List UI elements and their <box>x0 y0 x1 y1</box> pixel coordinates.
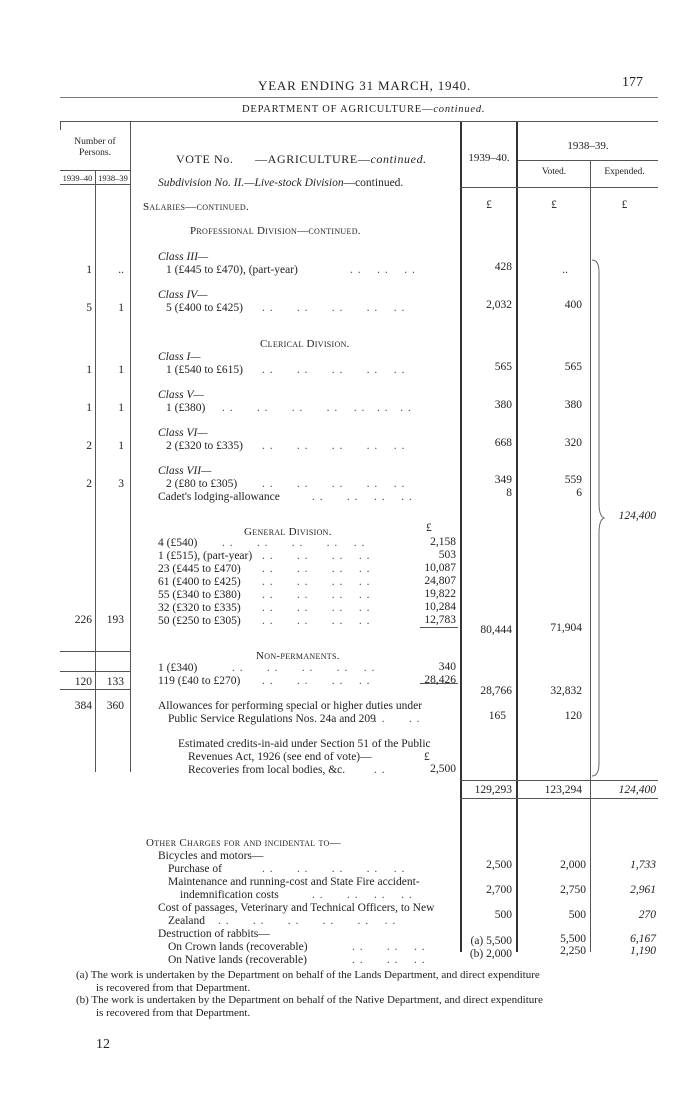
general-row: 55 (£340 to £380) <box>158 589 241 601</box>
crown-lands-row: On Crown lands (recoverable) <box>168 941 308 953</box>
credits-currency: £ <box>424 751 430 763</box>
bicycles-heading: Bicycles and motors— <box>158 850 264 862</box>
footnote-a-cont: is recovered from that Department. <box>96 982 251 994</box>
persons-1938-39: 1 <box>118 302 124 314</box>
class-desc: 2 (£80 to £305) <box>166 478 238 490</box>
persons-1939-40: 1 <box>86 264 92 276</box>
class-label: Class III— <box>158 251 209 263</box>
expended-total: 124,400 <box>618 784 656 796</box>
estimate-amount: 2,032 <box>486 299 512 311</box>
class-label: Class I— <box>158 351 201 363</box>
general-amount: 10,284 <box>424 601 456 613</box>
persons-1939-40: 1 <box>86 402 92 414</box>
persons-1938-39: 193 <box>106 614 124 626</box>
voted-amount: 559 <box>564 474 582 486</box>
estimate-amount: 165 <box>488 710 506 722</box>
estimate-amount: 565 <box>494 361 512 373</box>
voted-amount: 120 <box>564 710 582 722</box>
estimate-amount: (b) 2,000 <box>469 948 512 960</box>
voted-amount: 71,904 <box>550 622 582 634</box>
subdivision-title: Subdivision No. II.—Live-stock Division—continued. <box>158 177 404 189</box>
general-row: 32 (£320 to £335) <box>158 602 241 614</box>
expended-amount: 2,961 <box>630 884 656 896</box>
credits-amount: 2,500 <box>430 763 456 775</box>
page-number: 177 <box>622 75 643 90</box>
folio-number: 12 <box>96 1037 110 1052</box>
class-desc: 1 (£380) <box>166 402 206 414</box>
estimate-amount: 380 <box>494 399 512 411</box>
persons-1938-39: 133 <box>106 676 124 688</box>
persons-1939-40-heading: 1939–40 <box>62 173 93 183</box>
passages-line-1: Cost of passages, Veterinary and Technical Officers, to New <box>158 902 435 914</box>
voted-amount: 565 <box>564 361 582 373</box>
credits-line-3: Recoveries from local bodies, &c. <box>188 764 346 776</box>
general-amount: 10,087 <box>424 562 456 574</box>
footnote-b-cont: is recovered from that Department. <box>96 1007 251 1019</box>
estimate-amount: 2,700 <box>486 884 512 896</box>
estimate-total: 129,293 <box>474 784 512 796</box>
estimate-amount: 80,444 <box>480 624 512 636</box>
currency-symbol: £ <box>621 199 628 211</box>
general-amount: 2,158 <box>430 536 456 548</box>
estimate-amount: 2,500 <box>486 859 512 871</box>
voted-amount: 380 <box>564 399 582 411</box>
nonperm-row: 119 (£40 to £270) <box>158 675 241 687</box>
brace-total: 124,400 <box>618 510 656 522</box>
footnote-a: (a) The work is undertaken by the Department on behalf of the Lands Department, and direct expenditure <box>76 969 540 981</box>
general-row: 4 (£540) <box>158 537 198 549</box>
estimate-1939-40-heading: 1939–40. <box>468 152 510 164</box>
persons-1938-39-heading: 1938–39 <box>98 173 128 183</box>
expended-amount: 270 <box>638 909 656 921</box>
department-heading: DEPARTMENT OF AGRICULTURE—continued. <box>242 104 486 115</box>
vote-title: VOTE No. —AGRICULTURE—continued. <box>176 152 427 166</box>
voted-amount: 2,750 <box>560 884 586 896</box>
general-row: 50 (£250 to £305) <box>158 615 241 627</box>
class-desc: 1 (£445 to £470), (part-year) <box>166 264 298 276</box>
allowances-line-2: Public Service Regulations Nos. 24a and 209 <box>168 713 376 725</box>
persons-1939-40: 2 <box>86 440 92 452</box>
estimate-amount: 8 <box>506 487 512 499</box>
passages-row: Zealand <box>168 915 206 927</box>
other-charges-heading: Other Charges for and incidental to— <box>146 837 341 849</box>
persons-1938-39: 3 <box>118 478 124 490</box>
class-label: Class VII— <box>158 465 212 477</box>
estimate-amount: 28,766 <box>480 685 512 697</box>
currency-symbol: £ <box>551 199 557 211</box>
nonperm-row: 1 (£340) <box>158 662 198 674</box>
persons-1939-40: 384 <box>74 700 92 712</box>
estimate-amount: 349 <box>494 474 512 486</box>
class-desc: 1 (£540 to £615) <box>166 364 243 376</box>
persons-1939-40: 1 <box>86 364 92 376</box>
year-1938-39-heading: 1938–39. <box>567 140 609 152</box>
voted-amount: 5,500 <box>560 933 586 945</box>
persons-1938-39: 1 <box>118 440 124 452</box>
class-label: Class V— <box>158 389 204 401</box>
expended-amount: 1,190 <box>630 945 656 957</box>
allowances-line-1: Allowances for performing special or higher duties under <box>158 700 423 712</box>
class-desc: 2 (£320 to £335) <box>166 440 243 452</box>
voted-amount: 2,000 <box>560 859 586 871</box>
rabbits-heading: Destruction of rabbits— <box>158 928 270 940</box>
voted-heading: Voted. <box>541 167 567 177</box>
voted-amount: 32,832 <box>550 685 582 697</box>
nonperm-amount: 340 <box>438 661 456 673</box>
credits-line-1: Estimated credits-in-aid under Section 51 of the Public <box>178 738 431 750</box>
nonperm-amount: 28,426 <box>424 674 456 686</box>
purchase-row: Purchase of <box>168 863 222 875</box>
voted-amount: 400 <box>564 299 582 311</box>
persons-1939-40: 5 <box>86 302 92 314</box>
class-label: Class VI— <box>158 427 208 439</box>
voted-amount: .. <box>562 264 568 276</box>
expended-amount: 1,733 <box>630 859 656 871</box>
general-row: 1 (£515), (part-year) <box>158 550 253 562</box>
general-amount: 503 <box>438 549 456 561</box>
credits-line-2: Revenues Act, 1926 (see end of vote)— <box>188 751 372 763</box>
voted-amount: 320 <box>564 437 582 449</box>
non-permanents-heading: Non-permanents. <box>256 650 340 662</box>
professional-division-heading: Professional Division—continued. <box>190 225 361 237</box>
maintenance-row: indemnification costs <box>180 889 279 901</box>
voted-amount: 500 <box>568 909 586 921</box>
class-label: Class IV— <box>158 289 208 301</box>
estimate-amount: 428 <box>494 261 512 273</box>
number-of-persons-heading: Number of Persons. <box>74 137 116 158</box>
persons-1938-39: 360 <box>106 700 124 712</box>
general-amount: 12,783 <box>424 614 456 626</box>
persons-1939-40: 2 <box>86 478 92 490</box>
estimate-amount: (a) 5,500 <box>470 935 512 947</box>
cadet-allowance: Cadet's lodging-allowance <box>158 491 280 503</box>
persons-1939-40: 120 <box>74 676 92 688</box>
native-lands-row: On Native lands (recoverable) <box>168 954 307 966</box>
general-currency: £ <box>426 522 432 534</box>
general-amount: 19,822 <box>424 588 456 600</box>
footnote-b: (b) The work is undertaken by the Department on behalf of the Native Department, and direct expenditure <box>76 994 543 1006</box>
general-row: 61 (£400 to £425) <box>158 576 241 588</box>
expended-heading: Expended. <box>604 167 645 177</box>
clerical-division-heading: Clerical Division. <box>260 338 350 350</box>
general-division-heading: General Division. <box>244 526 332 538</box>
persons-1938-39: .. <box>118 264 124 276</box>
persons-1939-40: 226 <box>74 614 92 626</box>
currency-symbol: £ <box>486 199 492 211</box>
expended-amount: 6,167 <box>630 933 656 945</box>
voted-amount: 6 <box>576 487 582 499</box>
salaries-heading: Salaries—continued. <box>143 201 250 213</box>
voted-total: 123,294 <box>544 784 582 796</box>
estimate-amount: 500 <box>494 909 512 921</box>
class-desc: 5 (£400 to £425) <box>166 302 243 314</box>
estimate-amount: 668 <box>494 437 512 449</box>
persons-1938-39: 1 <box>118 364 124 376</box>
general-amount: 24,807 <box>424 575 456 587</box>
persons-1938-39: 1 <box>118 402 124 414</box>
voted-amount: 2,250 <box>560 945 586 957</box>
page-title: YEAR ENDING 31 MARCH, 1940. <box>258 78 471 93</box>
general-row: 23 (£445 to £470) <box>158 563 241 575</box>
maintenance-line-1: Maintenance and running-cost and State Fire accident- <box>168 876 420 888</box>
